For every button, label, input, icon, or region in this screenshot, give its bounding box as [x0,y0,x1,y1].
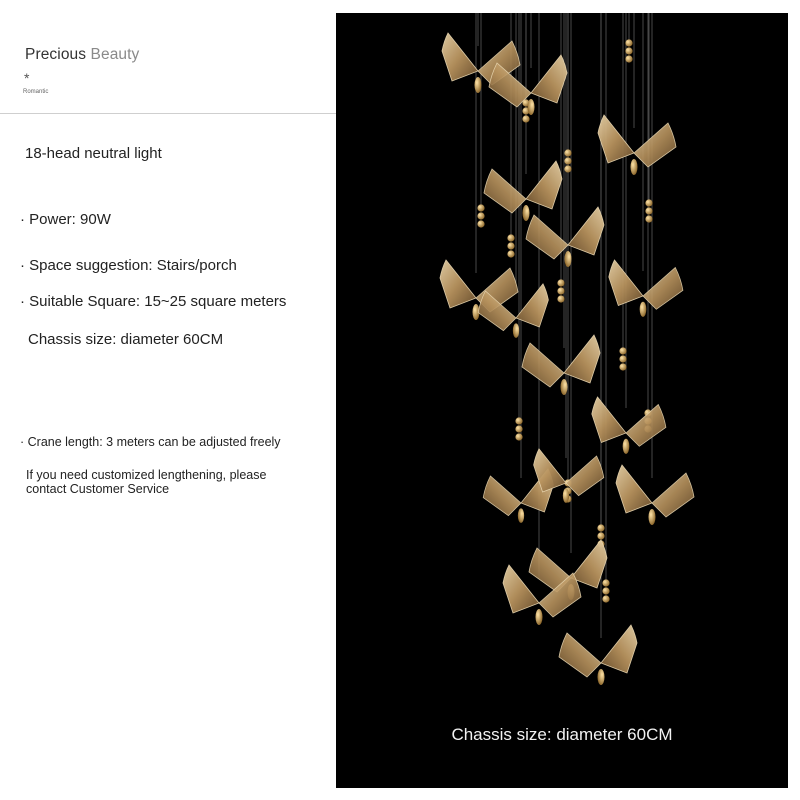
butterfly-body [561,379,568,395]
butterfly-body [528,99,535,115]
spec-square: · Suitable Square: 15~25 square meters [20,293,287,310]
bead [557,287,564,294]
brand-name-primary: Precious [25,46,87,63]
butterfly-wing-left [616,465,652,513]
butterfly-wing-left [601,625,637,673]
butterfly-wing-right [484,169,526,213]
bead [597,532,604,539]
spec-panel [0,0,336,800]
butterfly-body [631,159,638,175]
bead [602,595,609,602]
butterfly-wing-right [483,476,521,516]
product-image [336,13,788,788]
butterfly-body [513,323,519,337]
image-caption: Chassis size: diameter 60CM [451,725,673,744]
butterfly-body [623,439,630,454]
bead [597,524,604,531]
butterfly-body [565,251,572,267]
bead [507,234,514,241]
brand-name [25,46,139,64]
bead [557,295,564,302]
bead [515,433,522,440]
bead [557,279,564,286]
spec-space: · Space suggestion: Stairs/porch [20,257,237,274]
bead [602,587,609,594]
butterfly-wing-right [526,215,568,259]
bead [625,55,632,62]
brand-tagline: Romantic [23,89,49,95]
bead [619,355,626,362]
butterfly-body [518,508,524,522]
butterfly [616,465,694,525]
bead [515,425,522,432]
butterfly [609,260,683,317]
butterfly-wing-right [652,473,694,517]
butterfly-body [598,669,605,685]
bead [477,212,484,219]
bead [602,579,609,586]
bead [645,215,652,222]
bead [507,242,514,249]
bead [515,417,522,424]
butterfly-body [649,509,656,525]
brand-name-secondary: Beauty [90,46,140,63]
bead [477,204,484,211]
butterfly [522,335,600,395]
butterfly-wing-left [440,260,476,308]
butterfly-body [523,205,530,221]
butterfly-body [536,609,543,625]
butterfly [592,397,666,454]
spec-custom: If you need customized lengthening, please contact Customer Service [26,468,267,496]
bead [645,207,652,214]
bead [477,220,484,227]
spec-title: 18-head neutral light [25,145,162,162]
bead [625,39,632,46]
bead [619,347,626,354]
butterfly [559,625,637,685]
bead [564,149,571,156]
spec-power: · Power: 90W [20,211,111,228]
butterfly-wing-left [568,207,604,255]
butterfly [598,115,676,175]
bead [564,157,571,164]
butterfly-body [640,302,647,317]
butterfly-wing-left [598,115,634,163]
butterfly-wing-right [522,343,564,387]
bead [619,363,626,370]
bead [522,115,529,122]
butterfly-wing-left [564,335,600,383]
butterfly-wing-left [526,161,562,209]
butterfly-wing-right [634,123,676,167]
butterfly [484,161,562,221]
butterfly-wing-right [566,456,604,496]
butterfly-wing-right [643,268,683,310]
bead [507,250,514,257]
bead [564,165,571,172]
star-icon: * [24,70,30,86]
chandelier-illustration [336,13,788,788]
bead [625,47,632,54]
butterfly-wing-left [531,55,567,103]
bead [645,199,652,206]
spec-crane: · Crane length: 3 meters can be adjusted freely [20,435,281,449]
butterfly-wing-right [559,633,601,677]
butterfly-wing-left [442,33,478,81]
butterfly-wing-left [592,397,626,443]
spec-chassis: Chassis size: diameter 60CM [28,331,224,348]
butterfly [526,207,604,267]
butterfly-body [563,488,569,502]
divider [0,113,336,114]
butterfly-body [475,77,482,93]
